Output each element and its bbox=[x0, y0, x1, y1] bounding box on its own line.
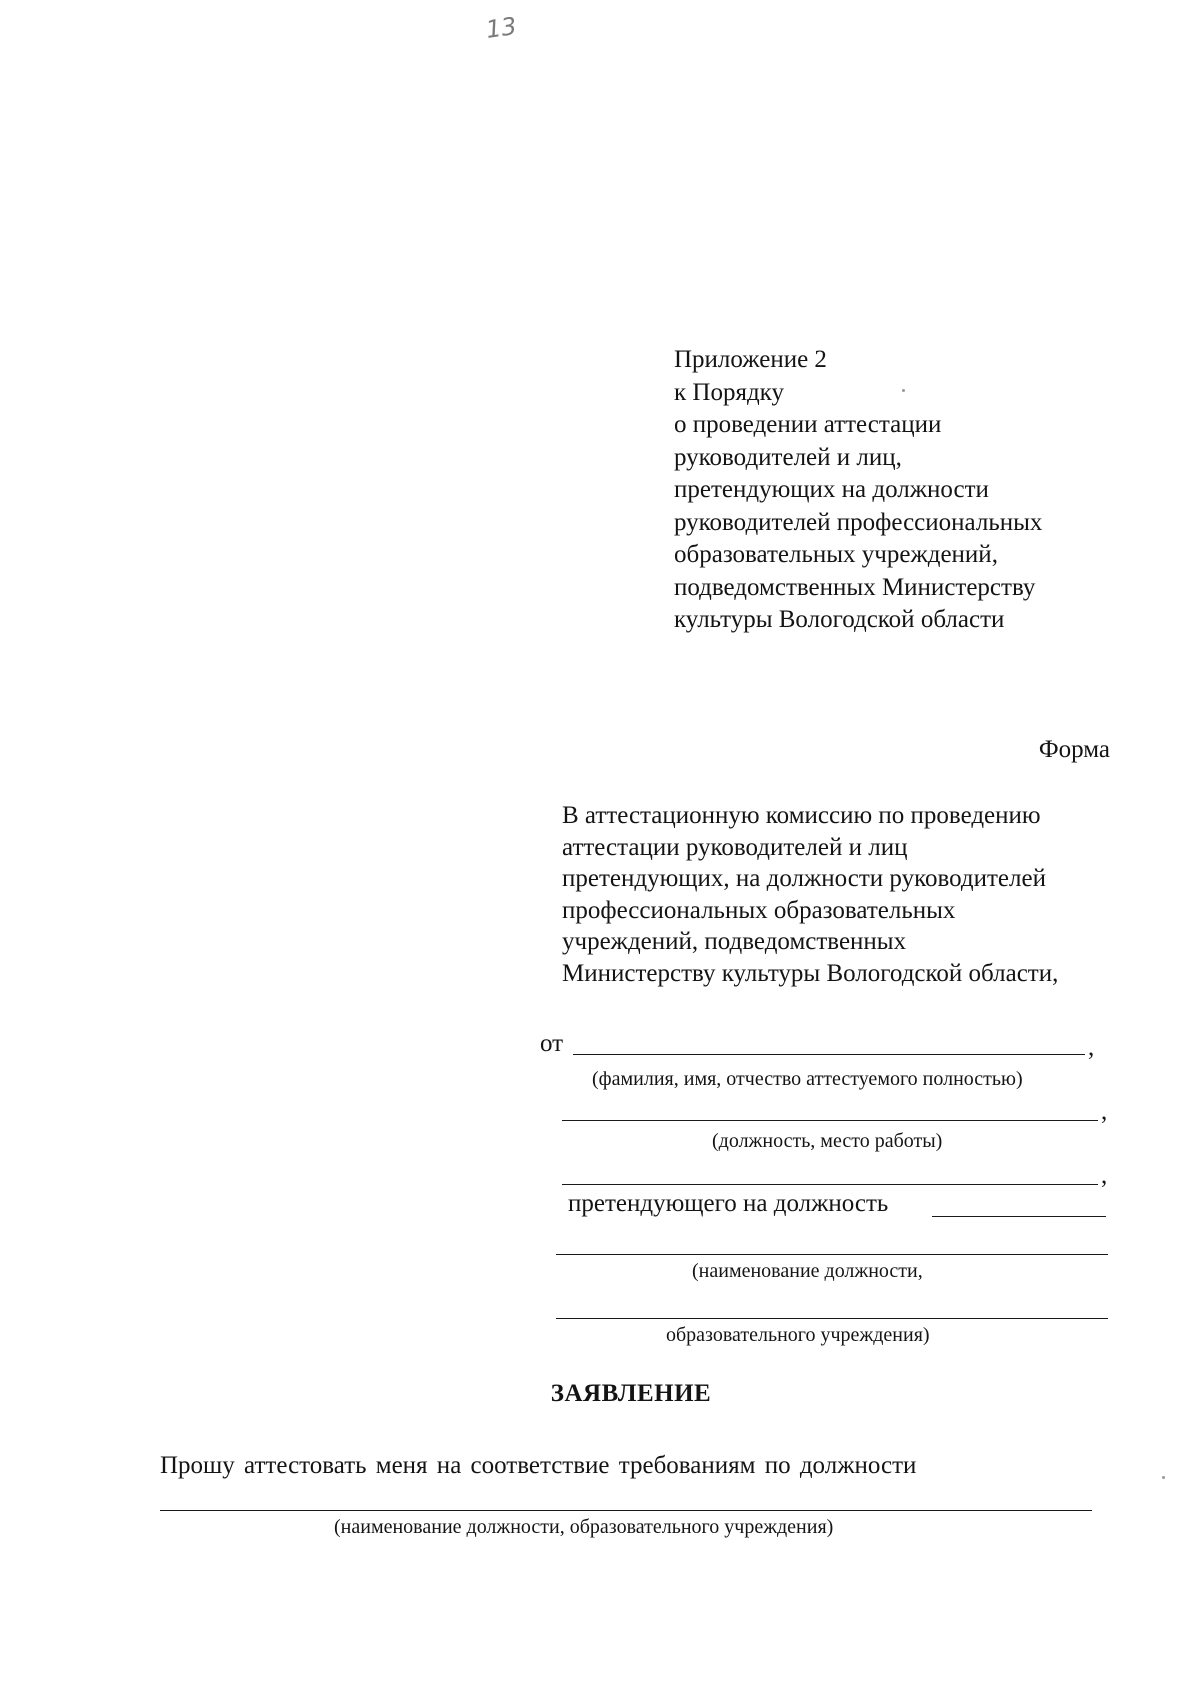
bottom-fill-line[interactable] bbox=[160, 1510, 1092, 1511]
from-label: от bbox=[540, 1030, 564, 1057]
appendix-line: к Порядку bbox=[674, 378, 784, 406]
position-comma-2: , bbox=[1101, 1162, 1108, 1189]
request-text: Прошу аттестовать меня на соответствие требованиям по должности bbox=[160, 1452, 917, 1479]
addressee-line: аттестации руководителей и лиц bbox=[562, 833, 908, 861]
addressee-line: претендующих, на должности руководителей bbox=[562, 865, 1046, 892]
name-comma: , bbox=[1088, 1034, 1095, 1061]
position-fill-line-2[interactable] bbox=[562, 1184, 1098, 1185]
name-caption: (фамилия, имя, отчество аттестуемого полностью) bbox=[592, 1068, 1023, 1090]
addressee-line: В аттестационную комиссию по проведению bbox=[562, 802, 1041, 829]
position-caption: (должность, место работы) bbox=[712, 1130, 943, 1152]
applying-fill-line[interactable] bbox=[932, 1216, 1106, 1217]
institution-caption: образовательного учреждения) bbox=[666, 1324, 930, 1346]
appendix-line: образовательных учреждений, bbox=[674, 541, 998, 568]
institution-fill-line[interactable] bbox=[556, 1318, 1108, 1319]
addressee-line: профессиональных образовательных bbox=[562, 896, 956, 924]
name-fill-line[interactable] bbox=[573, 1054, 1085, 1055]
appendix-line: подведомственных Министерству bbox=[674, 573, 1036, 601]
bottom-caption: (наименование должности, образовательного учреждения) bbox=[334, 1516, 834, 1538]
appendix-line: претендующих на должности bbox=[674, 476, 989, 503]
addressee-block bbox=[562, 800, 1058, 989]
appendix-header bbox=[674, 344, 1042, 637]
appendix-line: культуры Вологодской области bbox=[674, 606, 1005, 633]
position-name-caption: (наименование должности, bbox=[692, 1260, 923, 1282]
position-fill-line[interactable] bbox=[562, 1120, 1098, 1121]
handwritten-page-number: 13 bbox=[484, 12, 519, 44]
scan-speck bbox=[902, 389, 905, 392]
position-comma: , bbox=[1101, 1098, 1108, 1125]
appendix-line: руководителей профессиональных bbox=[674, 508, 1043, 536]
appendix-line: Приложение 2 bbox=[674, 346, 827, 373]
addressee-line: учреждений, подведомственных bbox=[562, 928, 907, 955]
position-name-fill-line[interactable] bbox=[556, 1254, 1108, 1255]
appendix-line: руководителей и лиц, bbox=[674, 443, 902, 471]
document-title: ЗАЯВЛЕНИЕ bbox=[550, 1380, 712, 1407]
appendix-line: о проведении аттестации bbox=[674, 411, 942, 438]
form-label: Форма bbox=[1038, 736, 1110, 763]
scan-speck bbox=[1162, 1476, 1165, 1479]
addressee-line: Министерству культуры Вологодской области, bbox=[562, 959, 1059, 987]
applying-label: претендующего на должность bbox=[568, 1190, 889, 1217]
